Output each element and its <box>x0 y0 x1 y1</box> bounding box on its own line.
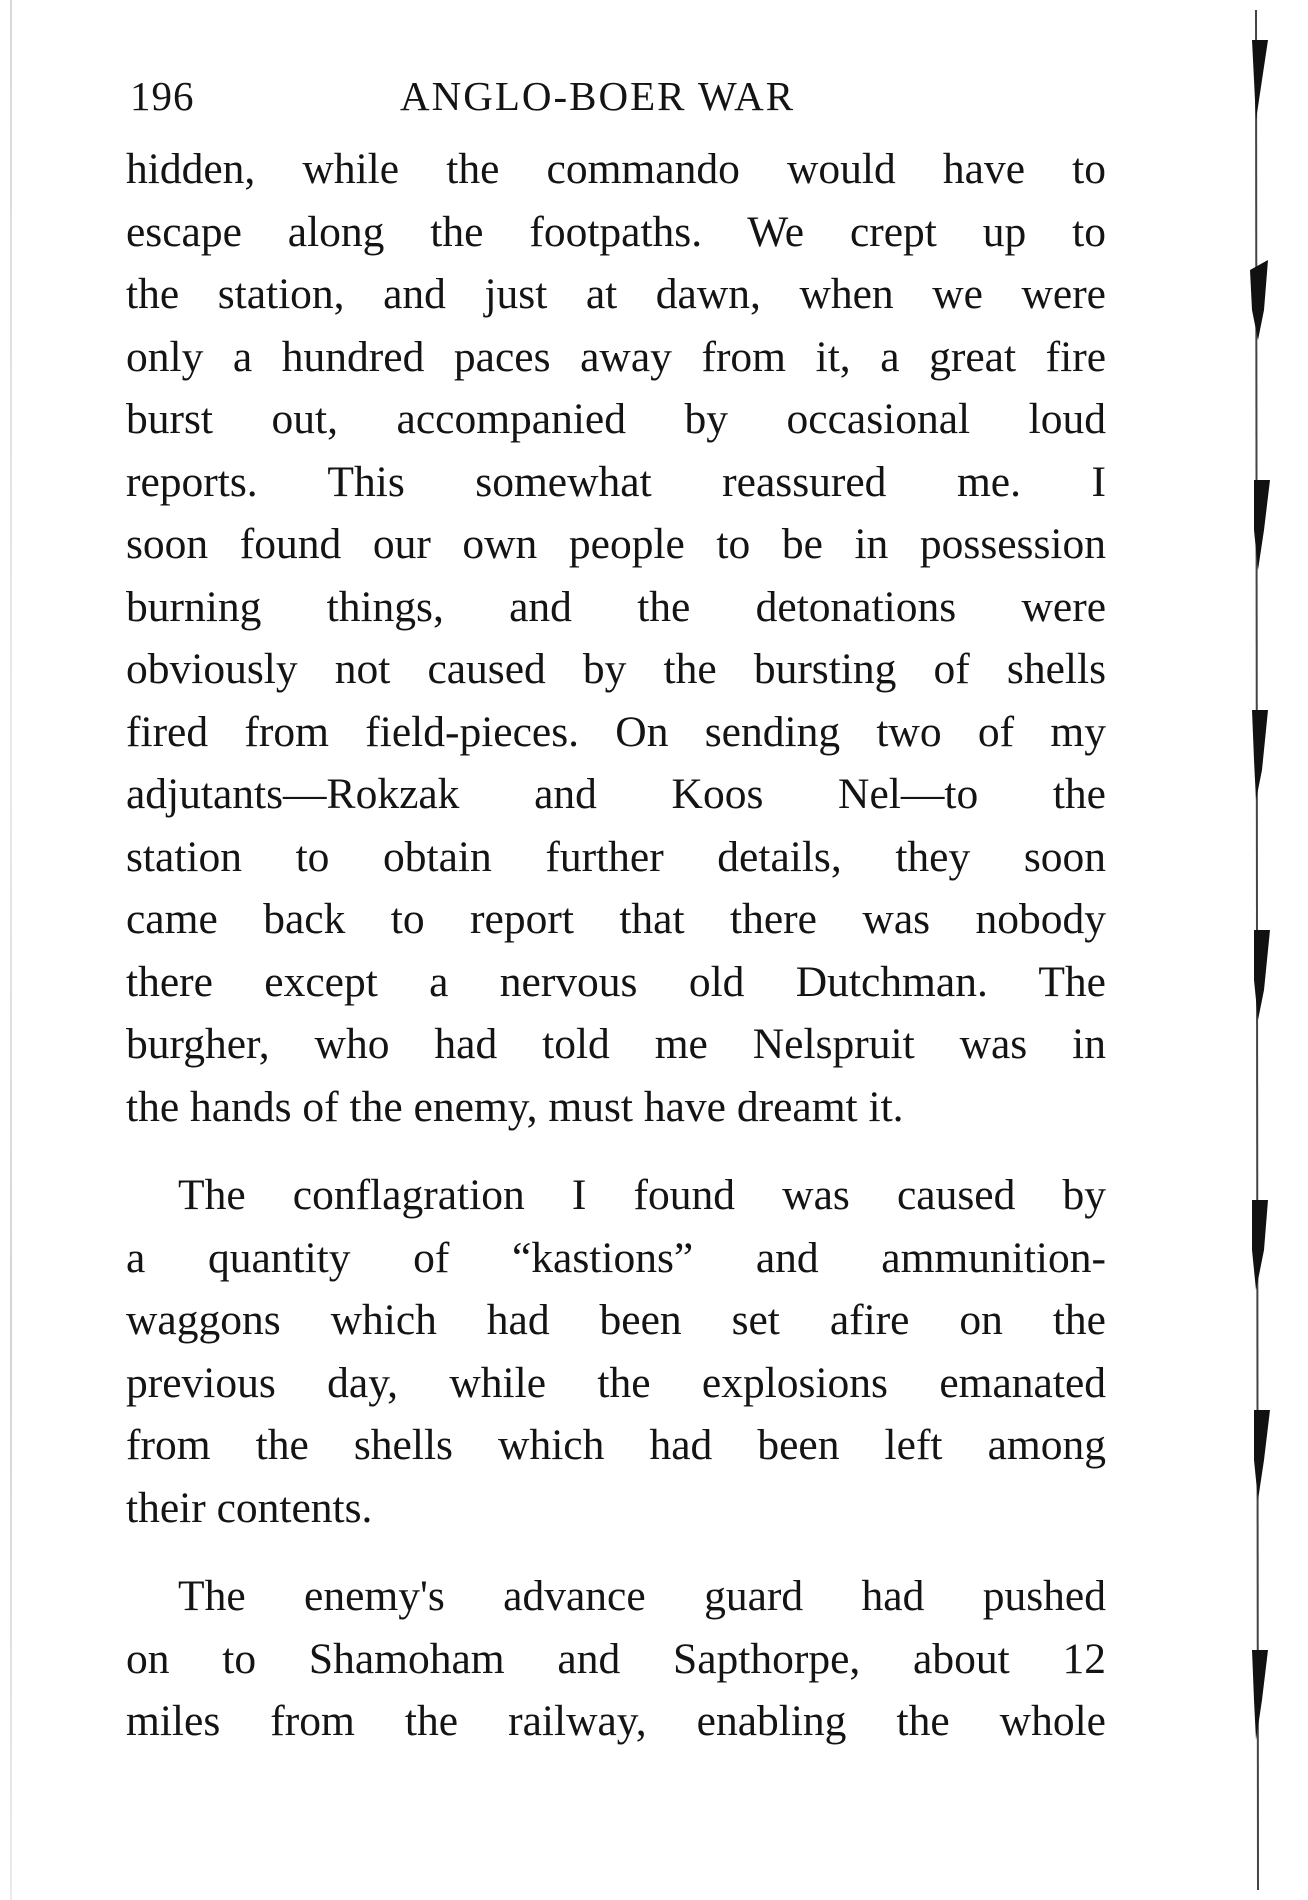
text-line: a quantity of “kastions” and ammunition- <box>126 1233 1106 1282</box>
text-line: escape along the footpaths. We crept up to <box>126 207 1106 256</box>
text-line: soon found our own people to be in possession <box>126 520 1106 568</box>
text-line: the hands of the enemy, must have dreamt it. <box>126 1082 904 1131</box>
running-title: ANGLO-BOER WAR <box>400 73 796 119</box>
text-line: from the shells which had been left among <box>126 1421 1106 1469</box>
text-line: there except a nervous old Dutchman. The <box>126 957 1106 1006</box>
text-line: The enemy's advance guard had pushed <box>178 1572 1106 1620</box>
text-line: their contents. <box>126 1483 373 1532</box>
page-number: 196 <box>130 73 195 119</box>
text-line: previous day, while the explosions emanated <box>126 1358 1106 1407</box>
text-line: hidden, while the commando would have to <box>126 145 1106 193</box>
text-line: fired from field-pieces. On sending two of my <box>126 707 1106 756</box>
text-line: on to Shamoham and Sapthorpe, about 12 <box>126 1634 1106 1683</box>
text-line: only a hundred paces away from it, a great fire <box>126 332 1106 381</box>
text-line: came back to report that there was nobody <box>126 895 1106 943</box>
binding-edge <box>1228 10 1288 1890</box>
page-left-edge <box>10 0 12 1900</box>
paragraph-2 <box>126 1164 1106 1539</box>
text-line: burst out, accompanied by occasional loud <box>126 395 1106 443</box>
text-line: adjutants—Rokzak and Koos Nel—to the <box>126 770 1106 818</box>
body-text <box>126 138 1106 1753</box>
text-line: station to obtain further details, they soon <box>126 832 1106 881</box>
text-line: waggons which had been set afire on the <box>126 1296 1106 1344</box>
text-line: obviously not caused by the bursting of shells <box>126 645 1106 693</box>
text-line: The conflagration I found was caused by <box>178 1171 1106 1219</box>
text-line: miles from the railway, enabling the whole <box>126 1697 1106 1745</box>
text-line: burning things, and the detonations were <box>126 582 1106 631</box>
paragraph-3 <box>126 1565 1106 1753</box>
paragraph-1 <box>126 138 1106 1138</box>
running-header <box>130 72 1115 128</box>
text-line: burgher, who had told me Nelspruit was in <box>126 1020 1106 1068</box>
text-line: the station, and just at dawn, when we were <box>126 270 1106 318</box>
text-line: reports. This somewhat reassured me. I <box>126 457 1106 506</box>
